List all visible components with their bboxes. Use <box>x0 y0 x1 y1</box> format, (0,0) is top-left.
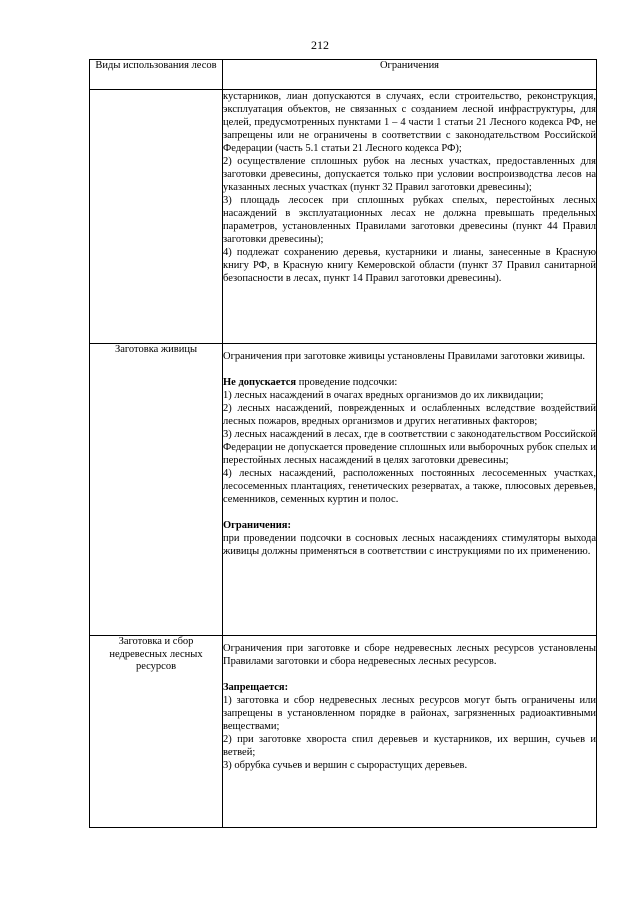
restriction-text: кустарников, лиан допускаются в случаях, если строительство, реконструкция, эксплуатация объектов, не связанных с созданием лесной инфраструктуры, для целей, предусмотренных пунктами 1 – 4 части 1 статьи 21 Лесного кодекса РФ, не запрещены или не ограничены в соответствии с законодательством Российской Федерации (часть 5.1 статьи 21 Лесного кодекса РФ); <box>223 91 596 154</box>
row-restrictions <box>223 636 597 828</box>
restriction-text: 3) лесных насаждений в лесах, где в соответствии с законодательством Российской Федерации не допускается проведение сплошных или выборочных рубок спелых и перестойных лесных насаждений в целях заготовки древесины; <box>223 429 596 466</box>
table-row <box>90 90 597 344</box>
restriction-heading: Запрещается: <box>223 682 289 693</box>
table-header-row <box>90 60 597 90</box>
restriction-text: Ограничения при заготовке живицы установлены Правилами заготовки живицы. <box>223 351 586 362</box>
restriction-paragraph <box>223 376 596 389</box>
restriction-paragraph <box>223 759 596 772</box>
row-restrictions <box>223 344 597 636</box>
table-row <box>90 636 597 828</box>
restriction-paragraph <box>223 402 596 428</box>
restriction-text: 4) лесных насаждений, расположенных постоянных лесосеменных участках, лесосеменных плантациях, генетических резерватах, а также, плюсовых деревьев, семенников, семенных куртин и полос. <box>223 468 596 505</box>
paragraph-spacer <box>223 363 596 376</box>
header-restrictions: Ограничения <box>223 60 597 90</box>
restriction-paragraph <box>223 350 596 363</box>
restriction-paragraph <box>223 194 596 246</box>
row-use-type: Заготовка живицы <box>90 344 223 636</box>
restriction-paragraph <box>223 642 596 668</box>
restrictions-table <box>89 59 597 828</box>
restriction-paragraph <box>223 532 596 558</box>
row-use-type: Заготовка и сбор недревесных лесных ресурсов <box>90 636 223 828</box>
row-restrictions <box>223 90 597 344</box>
restriction-text: 1) заготовка и сбор недревесных лесных ресурсов могут быть ограничены или запрещены в установленном порядке в районах, загрязненных радиоактивными веществами; <box>223 695 596 732</box>
paragraph-spacer <box>223 506 596 519</box>
header-forest-use-types: Виды использования лесов <box>90 60 223 90</box>
restriction-text: проведение подсочки: <box>296 377 398 388</box>
restriction-paragraph <box>223 694 596 733</box>
restriction-paragraph <box>223 519 596 532</box>
restriction-paragraph <box>223 733 596 759</box>
restriction-text: 3) площадь лесосек при сплошных рубках спелых, перестойных лесных насаждений в эксплуатационных лесах не должна превышать предельных параметров, установленных Правилами заготовки древесины (пункт 44 Правил заготовки древесины); <box>223 195 596 245</box>
restriction-heading: Ограничения: <box>223 520 291 531</box>
restriction-text: 1) лесных насаждений в очагах вредных организмов до их ликвидации; <box>223 390 544 401</box>
table-row <box>90 344 597 636</box>
restriction-paragraph <box>223 246 596 285</box>
restriction-text: 3) обрубка сучьев и вершин с сырорастущих деревьев. <box>223 760 468 771</box>
restriction-text: 2) при заготовке хвороста спил деревьев и кустарников, их вершин, сучьев и ветвей; <box>223 734 596 758</box>
restriction-paragraph <box>223 428 596 467</box>
restriction-paragraph <box>223 681 596 694</box>
restriction-paragraph <box>223 155 596 194</box>
restriction-paragraph <box>223 467 596 506</box>
restriction-text: 4) подлежат сохранению деревья, кустарники и лианы, занесенные в Красную книгу РФ, в Красную книгу Кемеровской области (пункт 37 Правил санитарной безопасности в лесах, пункт 14 Правил заготовки древесины). <box>223 247 596 284</box>
restriction-paragraph <box>223 389 596 402</box>
restriction-text: при проведении подсочки в сосновых лесных насаждениях стимуляторы выхода живицы должны применяться в соответствии с инструкциями по их применению. <box>223 533 596 557</box>
restriction-paragraph <box>223 90 596 155</box>
restriction-text: 2) лесных насаждений, поврежденных и ослабленных вследствие воздействий лесных пожаров, вредных организмов и других негативных факторов; <box>223 403 596 427</box>
page-number: 212 <box>311 38 329 52</box>
restriction-heading: Не допускается <box>223 377 297 388</box>
row-use-type <box>90 90 223 344</box>
paragraph-spacer <box>223 668 596 681</box>
restriction-text: Ограничения при заготовке и сборе недревесных лесных ресурсов установлены Правилами заготовки и сбора недревесных лесных ресурсов. <box>223 643 596 667</box>
restriction-text: 2) осуществление сплошных рубок на лесных участках, предоставленных для заготовки древесины, допускается только при условии воспроизводства лесов на указанных лесных участках (пункт 32 Правил заготовки древесины); <box>223 156 596 193</box>
